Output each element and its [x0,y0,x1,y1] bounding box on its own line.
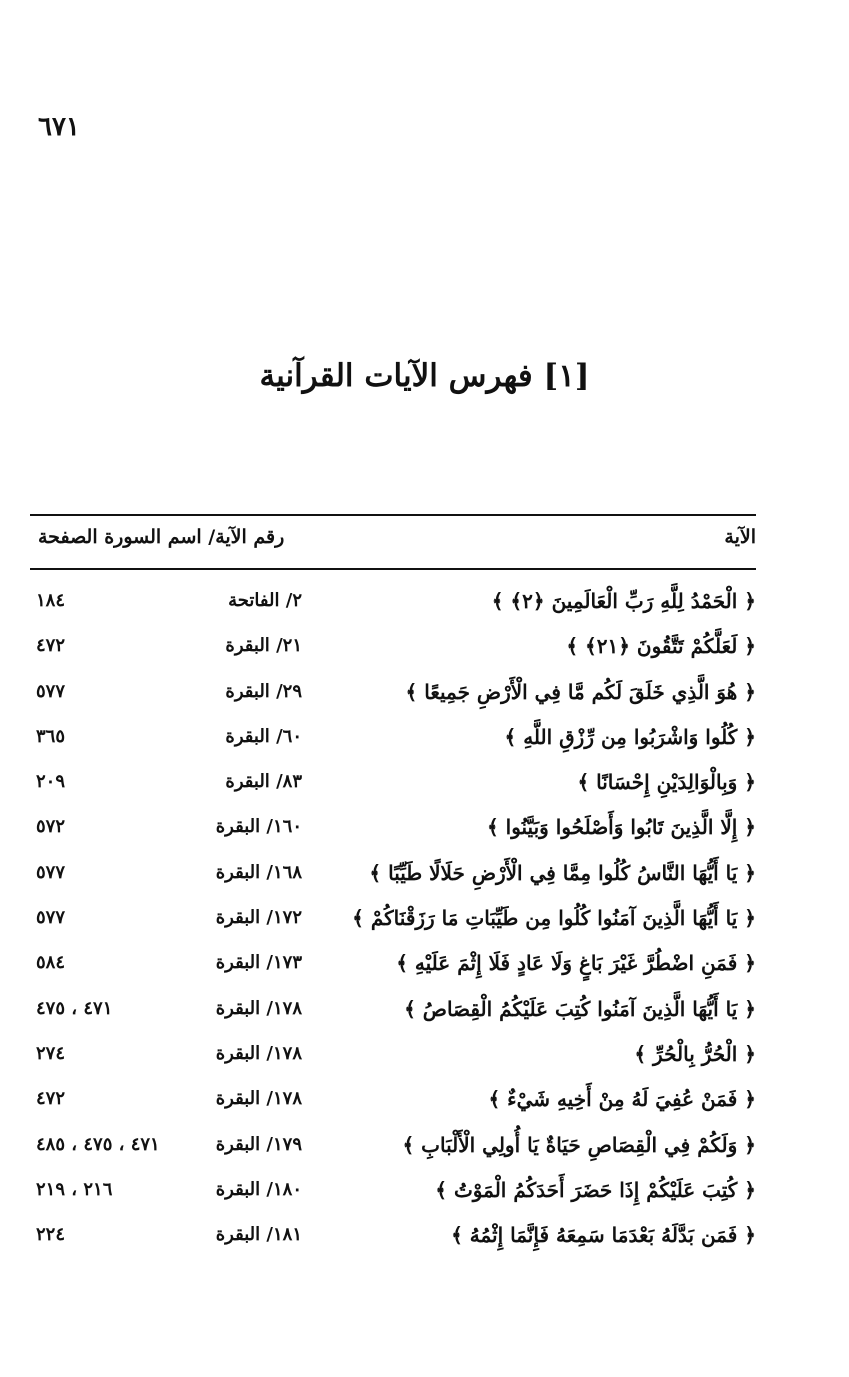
page-refs: ١٨٤ [36,590,66,611]
ayah-reference: ٢٩/ البقرة [225,680,302,702]
page-refs: ٥٧٧ [36,907,66,929]
ayah-text: ﴿ وَلَكُمْ فِي الْقِصَاصِ حَيَاةٌ يَا أُولِي الْأَلْبَابِ ﴾ [402,1132,756,1157]
table-header-rule [30,568,756,570]
table-row [30,857,756,902]
ayah-text: ﴿ لَعَلَّكُمْ تَتَّقُونَ ﴿٢١﴾ ﴾ [566,634,756,659]
ayah-text: ﴿ هُوَ الَّذِي خَلَقَ لَكُم مَّا فِي الْأَرْضِ جَمِيعًا ﴾ [405,679,756,704]
ayah-text: ﴿ فَمَنْ عُفِيَ لَهُ مِنْ أَخِيهِ شَيْءٌ ﴾ [488,1087,756,1112]
ayah-text: ﴿ كُلُوا وَاشْرَبُوا مِن رِّزْقِ اللَّهِ ﴾ [504,724,756,749]
index-rows [30,585,756,1264]
ayah-reference: ١٧٨/ البقرة [215,1042,302,1064]
page-refs: ٥٧٧ [36,680,66,702]
table-row [30,630,756,675]
header-ayah: الآية [724,526,756,548]
ayah-reference: ١٧٨/ البقرة [215,1088,302,1110]
ayah-text: ﴿ وَبِالْوَالِدَيْنِ إِحْسَانًا ﴾ [577,770,756,795]
table-top-rule [30,514,756,516]
page-refs: ٤٧٢ [36,635,66,657]
ayah-text: ﴿ الْحُرُّ بِالْحُرِّ ﴾ [634,1041,756,1066]
ayah-text: ﴿ الْحَمْدُ لِلَّهِ رَبِّ الْعَالَمِينَ ﴿٢﴾ ﴾ [491,589,756,613]
ayah-reference: ١٨١/ البقرة [215,1224,302,1246]
index-title: [١] فهرس الآيات القرآنية [259,358,590,394]
header-reference: رقم الآية/ اسم السورة الصفحة [38,526,285,548]
ayah-text: ﴿ يَا أَيُّهَا الَّذِينَ آمَنُوا كُلُوا مِن طَيِّبَاتِ مَا رَزَقْنَاكُمْ ﴾ [352,906,756,931]
page-refs: ٤٧٢ [36,1088,66,1110]
page-refs: ٢٧٤ [36,1042,66,1064]
table-header [30,522,756,562]
table-row [30,721,756,766]
table-row [30,1038,756,1083]
ayah-text: ﴿ فَمَن بَدَّلَهُ بَعْدَمَا سَمِعَهُ فَإِنَّمَا إِثْمُهُ ﴾ [451,1223,756,1248]
ayah-reference: ١٦٠/ البقرة [215,816,302,838]
page-refs: ٢١٦ ، ٢١٩ [36,1178,113,1200]
ayah-text: ﴿ فَمَنِ اضْطُرَّ غَيْرَ بَاغٍ وَلَا عَادٍ فَلَا إِثْمَ عَلَيْهِ ﴾ [396,951,756,976]
page-number: ٦٧١ [38,112,80,142]
page-refs: ٢٠٩ [36,771,66,793]
page-refs: ٢٢٤ [36,1224,66,1246]
page-refs: ٥٧٧ [36,861,66,883]
ayah-reference: ١٧٣/ البقرة [215,952,302,974]
page-refs: ٥٨٤ [36,952,66,974]
table-row [30,811,756,856]
table-row [30,1083,756,1128]
page-refs: ٥٧٢ [36,816,66,838]
table-row [30,676,756,721]
ayah-reference: ١٦٨/ البقرة [215,861,302,883]
table-row [30,1174,756,1219]
page-refs: ٣٦٥ [36,725,66,747]
table-row [30,1219,756,1264]
ayah-text: ﴿ يَا أَيُّهَا النَّاسُ كُلُوا مِمَّا فِي الْأَرْضِ حَلَالًا طَيِّبًا ﴾ [369,860,756,885]
ayah-text: ﴿ يَا أَيُّهَا الَّذِينَ آمَنُوا كُتِبَ عَلَيْكُمُ الْقِصَاصُ ﴾ [404,996,756,1021]
ayah-reference: ١٧٩/ البقرة [215,1133,302,1155]
table-row [30,947,756,992]
ayah-reference: ١٨٠/ البقرة [215,1178,302,1200]
ayah-reference: ٢/ الفاتحة [228,590,302,611]
ayah-reference: ٨٣/ البقرة [225,771,302,793]
table-row [30,993,756,1038]
table-row [30,766,756,811]
table-row [30,902,756,947]
page-refs: ٤٧١ ، ٤٧٥ [36,997,113,1019]
table-row [30,1129,756,1174]
page-refs: ٤٧١ ، ٤٧٥ ، ٤٨٥ [36,1133,160,1155]
ayah-reference: ١٧٢/ البقرة [215,907,302,929]
ayah-text: ﴿ إِلَّا الَّذِينَ تَابُوا وَأَصْلَحُوا وَبَيَّنُوا ﴾ [486,815,756,840]
table-row [30,585,756,630]
ayah-reference: ١٧٨/ البقرة [215,997,302,1019]
ayah-reference: ٦٠/ البقرة [225,725,302,747]
ayah-text: ﴿ كُتِبَ عَلَيْكُمْ إِذَا حَضَرَ أَحَدَكُمُ الْمَوْتُ ﴾ [435,1177,756,1202]
ayah-reference: ٢١/ البقرة [225,635,302,657]
